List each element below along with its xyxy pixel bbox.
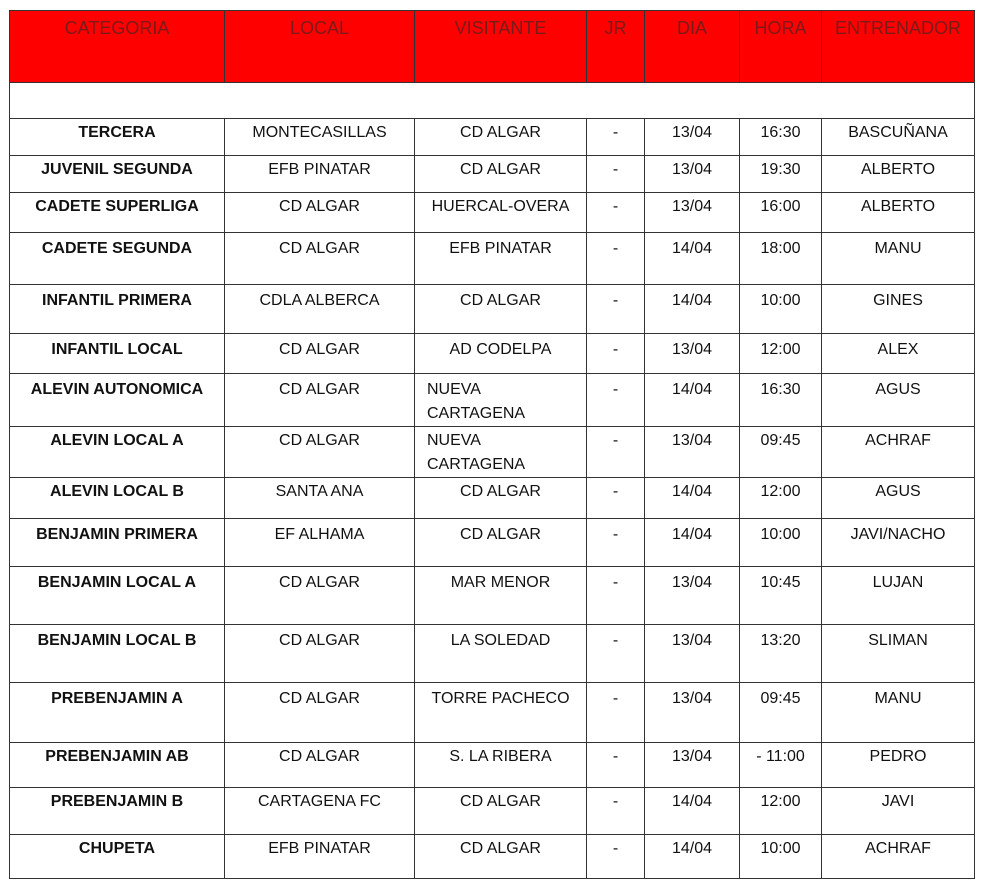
cell-dia xyxy=(645,156,740,193)
cell-entrenador xyxy=(822,567,975,625)
table-row xyxy=(10,119,975,156)
cell-entrenador-text: ACHRAF xyxy=(865,840,931,857)
cell-dia-text: 14/04 xyxy=(671,483,713,500)
table-row xyxy=(10,233,975,285)
cell-entrenador xyxy=(822,835,975,879)
cell-visitante xyxy=(415,156,587,193)
cell-entrenador xyxy=(822,478,975,519)
cell-local xyxy=(225,478,415,519)
cell-hora xyxy=(740,193,822,233)
spacer-cell xyxy=(740,83,822,119)
cell-jr-text: - xyxy=(612,526,619,543)
cell-local-text: CD ALGAR xyxy=(279,632,360,649)
cell-local-text: EFB PINATAR xyxy=(268,840,371,857)
cell-local xyxy=(225,285,415,334)
cell-visitante-text: HUERCAL-OVERA xyxy=(431,198,570,215)
cell-categoria-text: CADETE SUPERLIGA xyxy=(35,198,199,215)
cell-dia xyxy=(645,625,740,683)
cell-categoria xyxy=(10,478,225,519)
cell-entrenador xyxy=(822,156,975,193)
cell-entrenador xyxy=(822,625,975,683)
spacer-cell xyxy=(822,83,975,119)
cell-dia xyxy=(645,835,740,879)
cell-local-text: CD ALGAR xyxy=(279,198,360,215)
header-local: LOCAL xyxy=(225,11,415,83)
cell-categoria xyxy=(10,835,225,879)
cell-visitante xyxy=(415,835,587,879)
cell-dia-text: 13/04 xyxy=(671,690,713,707)
cell-local xyxy=(225,374,415,427)
spacer-cell xyxy=(10,83,225,119)
cell-dia xyxy=(645,193,740,233)
cell-dia xyxy=(645,233,740,285)
cell-categoria-text: BENJAMIN PRIMERA xyxy=(36,526,198,543)
cell-entrenador-text: ALEX xyxy=(877,341,919,358)
cell-local-text: CD ALGAR xyxy=(279,748,360,765)
cell-dia xyxy=(645,374,740,427)
header-categoria: CATEGORIA xyxy=(10,11,225,83)
cell-jr-text: - xyxy=(612,690,619,707)
cell-dia-text: 13/04 xyxy=(671,124,713,141)
table-row xyxy=(10,374,975,427)
cell-categoria xyxy=(10,334,225,374)
cell-visitante-text: CD ALGAR xyxy=(460,292,541,309)
cell-jr-text: - xyxy=(612,341,619,358)
cell-categoria-text: ALEVIN AUTONOMICA xyxy=(30,381,204,398)
cell-jr xyxy=(587,567,645,625)
cell-local-text: SANTA ANA xyxy=(275,483,364,500)
cell-visitante-text: MAR MENOR xyxy=(450,574,551,591)
cell-local-text: CD ALGAR xyxy=(279,381,360,398)
cell-jr-text: - xyxy=(612,432,619,449)
cell-entrenador xyxy=(822,374,975,427)
cell-local-text: CD ALGAR xyxy=(279,432,360,449)
cell-dia xyxy=(645,334,740,374)
cell-hora xyxy=(740,119,822,156)
cell-local xyxy=(225,427,415,478)
cell-jr-text: - xyxy=(612,840,619,857)
cell-categoria xyxy=(10,193,225,233)
cell-jr-text: - xyxy=(612,198,619,215)
cell-hora-text: - 11:00 xyxy=(756,748,805,765)
cell-visitante xyxy=(415,119,587,156)
cell-categoria-text: CADETE SEGUNDA xyxy=(41,240,193,257)
cell-entrenador xyxy=(822,193,975,233)
cell-local xyxy=(225,625,415,683)
cell-entrenador-text: LUJAN xyxy=(872,574,924,591)
cell-jr xyxy=(587,625,645,683)
cell-categoria-text: ALEVIN LOCAL B xyxy=(50,483,184,500)
cell-dia-text: 14/04 xyxy=(671,240,713,257)
cell-local xyxy=(225,193,415,233)
cell-local-text: CARTAGENA FC xyxy=(258,793,381,810)
cell-dia-text: 14/04 xyxy=(671,526,713,543)
cell-dia-text: 13/04 xyxy=(671,432,713,449)
cell-hora xyxy=(740,334,822,374)
cell-entrenador-text: AGUS xyxy=(875,381,921,398)
cell-dia xyxy=(645,683,740,743)
cell-categoria-text: INFANTIL PRIMERA xyxy=(42,292,192,309)
cell-visitante xyxy=(415,285,587,334)
cell-hora xyxy=(740,683,822,743)
cell-local-text: EF ALHAMA xyxy=(274,526,365,543)
cell-categoria xyxy=(10,156,225,193)
cell-visitante xyxy=(415,625,587,683)
cell-entrenador-text: MANU xyxy=(874,240,922,257)
cell-jr xyxy=(587,427,645,478)
cell-local xyxy=(225,233,415,285)
cell-hora xyxy=(740,567,822,625)
cell-hora xyxy=(740,788,822,835)
cell-local xyxy=(225,743,415,788)
cell-entrenador xyxy=(822,119,975,156)
cell-jr-text: - xyxy=(612,124,619,141)
header-dia: DIA xyxy=(645,11,740,83)
cell-jr xyxy=(587,334,645,374)
cell-categoria xyxy=(10,567,225,625)
cell-hora-text: 16:30 xyxy=(760,381,801,398)
cell-dia xyxy=(645,743,740,788)
cell-dia-text: 14/04 xyxy=(671,793,713,810)
cell-dia xyxy=(645,119,740,156)
table-row xyxy=(10,285,975,334)
cell-entrenador xyxy=(822,334,975,374)
cell-visitante xyxy=(415,233,587,285)
cell-dia-text: 14/04 xyxy=(671,292,713,309)
cell-dia-text: 13/04 xyxy=(671,574,713,591)
cell-jr xyxy=(587,374,645,427)
cell-jr-text: - xyxy=(612,483,619,500)
cell-dia-text: 13/04 xyxy=(671,748,713,765)
cell-visitante-text: AD CODELPA xyxy=(449,341,552,358)
spacer-cell xyxy=(587,83,645,119)
header-entrenador: ENTRENADOR xyxy=(822,11,975,83)
cell-dia xyxy=(645,478,740,519)
cell-hora-text: 10:45 xyxy=(760,574,801,591)
cell-hora-text: 10:00 xyxy=(760,292,801,309)
cell-local xyxy=(225,519,415,567)
cell-jr xyxy=(587,683,645,743)
cell-categoria-text: TERCERA xyxy=(78,124,156,141)
cell-hora-text: 12:00 xyxy=(760,483,801,500)
cell-jr xyxy=(587,743,645,788)
cell-hora xyxy=(740,743,822,788)
cell-dia xyxy=(645,427,740,478)
cell-categoria xyxy=(10,119,225,156)
cell-hora xyxy=(740,427,822,478)
cell-entrenador xyxy=(822,233,975,285)
cell-dia xyxy=(645,519,740,567)
cell-jr xyxy=(587,519,645,567)
cell-visitante-text: CD ALGAR xyxy=(460,526,541,543)
cell-visitante xyxy=(415,683,587,743)
table-row xyxy=(10,625,975,683)
cell-visitante-text: LA SOLEDAD xyxy=(450,632,551,649)
cell-hora-text: 10:00 xyxy=(760,526,801,543)
cell-categoria-text: INFANTIL LOCAL xyxy=(51,341,183,358)
cell-local-text: EFB PINATAR xyxy=(268,161,371,178)
cell-entrenador-text: ACHRAF xyxy=(865,432,931,449)
cell-local xyxy=(225,334,415,374)
cell-hora xyxy=(740,835,822,879)
cell-categoria xyxy=(10,233,225,285)
cell-dia-text: 13/04 xyxy=(671,632,713,649)
cell-entrenador xyxy=(822,788,975,835)
cell-jr xyxy=(587,788,645,835)
cell-hora xyxy=(740,519,822,567)
cell-hora-text: 16:00 xyxy=(760,198,801,215)
cell-jr-text: - xyxy=(612,748,619,765)
cell-hora xyxy=(740,374,822,427)
cell-hora-text: 19:30 xyxy=(760,161,801,178)
cell-local-text: MONTECASILLAS xyxy=(252,124,387,141)
cell-local xyxy=(225,683,415,743)
cell-entrenador-text: JAVI xyxy=(881,793,915,810)
cell-dia-text: 13/04 xyxy=(671,341,713,358)
cell-categoria xyxy=(10,788,225,835)
cell-local-text: CD ALGAR xyxy=(279,574,360,591)
cell-visitante xyxy=(415,374,587,427)
cell-dia-text: 13/04 xyxy=(671,198,713,215)
cell-hora xyxy=(740,156,822,193)
cell-jr-text: - xyxy=(612,793,619,810)
table-row xyxy=(10,743,975,788)
cell-categoria-text: PREBENJAMIN AB xyxy=(45,748,189,765)
cell-categoria-text: PREBENJAMIN A xyxy=(51,690,183,707)
header-visitante: VISITANTE xyxy=(415,11,587,83)
cell-local-text: CDLA ALBERCA xyxy=(259,292,380,309)
cell-dia-text: 14/04 xyxy=(671,840,713,857)
cell-visitante-text: NUEVA CARTAGENA xyxy=(427,381,526,422)
cell-entrenador xyxy=(822,285,975,334)
header-row xyxy=(10,11,975,83)
cell-visitante-text: CD ALGAR xyxy=(460,840,541,857)
cell-entrenador-text: AGUS xyxy=(875,483,921,500)
cell-jr xyxy=(587,478,645,519)
cell-entrenador-text: BASCUÑANA xyxy=(848,124,948,141)
cell-visitante xyxy=(415,788,587,835)
cell-hora-text: 12:00 xyxy=(760,793,801,810)
cell-visitante-text: CD ALGAR xyxy=(460,793,541,810)
cell-visitante xyxy=(415,193,587,233)
cell-categoria-text: BENJAMIN LOCAL B xyxy=(37,632,197,649)
cell-jr-text: - xyxy=(612,381,619,398)
cell-categoria-text: CHUPETA xyxy=(78,840,156,857)
cell-dia-text: 13/04 xyxy=(671,161,713,178)
cell-dia xyxy=(645,567,740,625)
cell-visitante-text: NUEVA CARTAGENA xyxy=(427,432,526,473)
cell-categoria xyxy=(10,285,225,334)
cell-categoria-text: BENJAMIN LOCAL A xyxy=(37,574,197,591)
cell-jr-text: - xyxy=(612,632,619,649)
cell-hora-text: 13:20 xyxy=(760,632,801,649)
cell-categoria xyxy=(10,743,225,788)
table-row xyxy=(10,193,975,233)
cell-hora xyxy=(740,285,822,334)
cell-hora-text: 16:30 xyxy=(760,124,801,141)
cell-local xyxy=(225,567,415,625)
cell-entrenador-text: SLIMAN xyxy=(868,632,928,649)
cell-entrenador-text: MANU xyxy=(874,690,922,707)
spacer-cell xyxy=(225,83,415,119)
cell-visitante-text: CD ALGAR xyxy=(460,483,541,500)
table-row xyxy=(10,334,975,374)
cell-entrenador xyxy=(822,683,975,743)
cell-categoria-text: JUVENIL SEGUNDA xyxy=(41,161,193,178)
cell-jr xyxy=(587,285,645,334)
cell-visitante xyxy=(415,519,587,567)
cell-visitante-text: EFB PINATAR xyxy=(449,240,552,257)
cell-categoria-text: PREBENJAMIN B xyxy=(50,793,184,810)
cell-hora-text: 18:00 xyxy=(760,240,801,257)
cell-dia-text: 14/04 xyxy=(671,381,713,398)
cell-visitante xyxy=(415,334,587,374)
cell-jr-text: - xyxy=(612,161,619,178)
header-jr: JR xyxy=(587,11,645,83)
cell-jr xyxy=(587,156,645,193)
table-row xyxy=(10,835,975,879)
cell-hora-text: 09:45 xyxy=(760,432,801,449)
cell-hora-text: 09:45 xyxy=(760,690,801,707)
cell-hora xyxy=(740,478,822,519)
cell-entrenador xyxy=(822,743,975,788)
cell-jr-text: - xyxy=(612,574,619,591)
cell-hora-text: 10:00 xyxy=(760,840,801,857)
cell-local xyxy=(225,788,415,835)
cell-local-text: CD ALGAR xyxy=(279,240,360,257)
cell-visitante xyxy=(415,567,587,625)
cell-categoria-text: ALEVIN LOCAL A xyxy=(50,432,184,449)
table-row xyxy=(10,156,975,193)
cell-visitante xyxy=(415,478,587,519)
cell-local xyxy=(225,835,415,879)
cell-entrenador-text: ALBERTO xyxy=(860,161,936,178)
cell-hora-text: 12:00 xyxy=(760,341,801,358)
cell-visitante-text: S. LA RIBERA xyxy=(449,748,552,765)
cell-visitante xyxy=(415,743,587,788)
cell-categoria xyxy=(10,427,225,478)
table-row xyxy=(10,427,975,478)
cell-local-text: CD ALGAR xyxy=(279,690,360,707)
cell-entrenador-text: ALBERTO xyxy=(860,198,936,215)
cell-jr xyxy=(587,835,645,879)
cell-visitante xyxy=(415,427,587,478)
cell-local-text: CD ALGAR xyxy=(279,341,360,358)
table-row xyxy=(10,683,975,743)
cell-jr xyxy=(587,119,645,156)
cell-hora xyxy=(740,625,822,683)
header-hora: HORA xyxy=(740,11,822,83)
cell-visitante-text: CD ALGAR xyxy=(460,161,541,178)
table-row xyxy=(10,788,975,835)
cell-categoria xyxy=(10,683,225,743)
cell-local xyxy=(225,156,415,193)
cell-entrenador xyxy=(822,427,975,478)
cell-entrenador-text: PEDRO xyxy=(869,748,927,765)
cell-jr xyxy=(587,193,645,233)
cell-jr xyxy=(587,233,645,285)
table-row xyxy=(10,567,975,625)
cell-visitante-text: TORRE PACHECO xyxy=(431,690,570,707)
table-row xyxy=(10,478,975,519)
spacer-cell xyxy=(415,83,587,119)
cell-hora xyxy=(740,233,822,285)
spacer-row xyxy=(10,83,975,119)
cell-dia xyxy=(645,285,740,334)
cell-categoria xyxy=(10,625,225,683)
table-row xyxy=(10,519,975,567)
cell-local xyxy=(225,119,415,156)
cell-entrenador-text: GINES xyxy=(873,292,923,309)
cell-categoria xyxy=(10,519,225,567)
match-schedule-table xyxy=(9,10,975,879)
cell-jr-text: - xyxy=(612,240,619,257)
cell-visitante-text: CD ALGAR xyxy=(460,124,541,141)
cell-entrenador xyxy=(822,519,975,567)
cell-categoria xyxy=(10,374,225,427)
cell-entrenador-text: JAVI/NACHO xyxy=(850,526,946,543)
cell-dia xyxy=(645,788,740,835)
cell-jr-text: - xyxy=(612,292,619,309)
spacer-cell xyxy=(645,83,740,119)
